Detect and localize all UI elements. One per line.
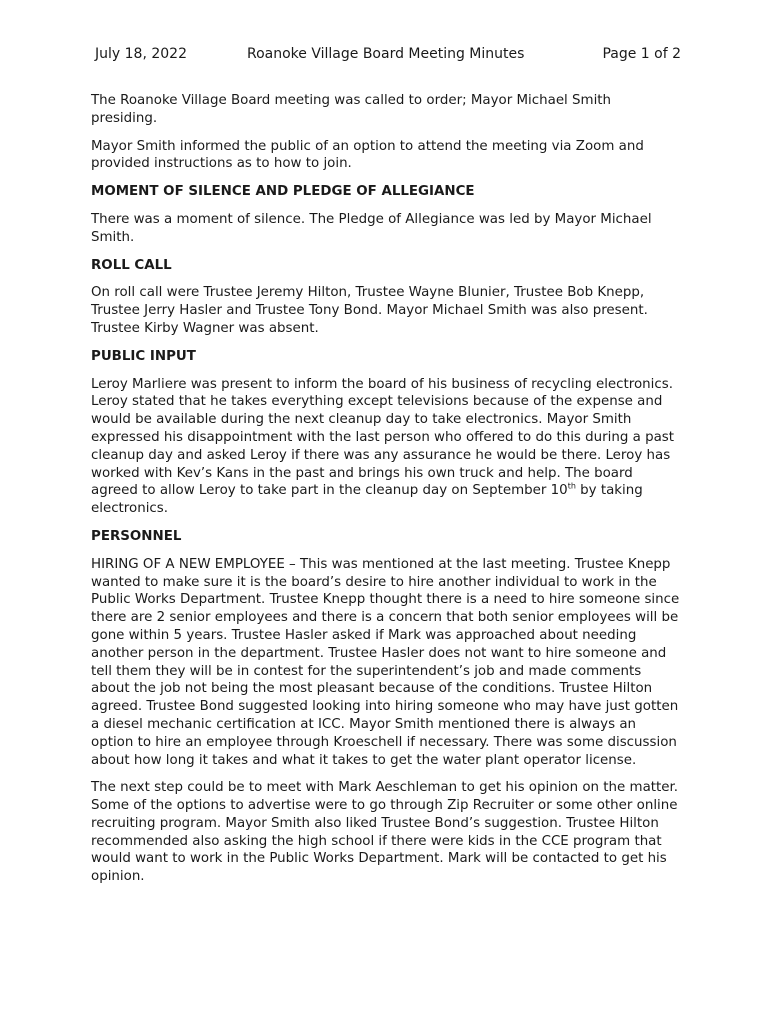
- header-page-number: Page 1 of 2: [602, 46, 681, 62]
- personnel-heading: PERSONNEL: [91, 528, 182, 544]
- silence-paragraph: There was a moment of silence. The Pledge of Allegiance was led by Mayor Michael Smith.: [91, 211, 652, 245]
- roll-call-paragraph: On roll call were Trustee Jeremy Hilton, Trustee Wayne Blunier, Trustee Bob Knepp, Trustee Jerry Hasler and Trustee Tony Bond. Mayor Michael Smith was also present. Trustee Kirby Wagner was absent.: [91, 285, 648, 336]
- personnel-paragraph-2: The next step could be to meet with Mark Aeschleman to get his opinion on the matter. Some of the options to advertise were to go through Zip Recruiter or some other online recruiting program. Mayor Smith also liked Trustee Bond’s suggestion. Trustee Hilton recommended also asking the high school if there were kids in the CCE program that would want to work in the Public Works Department. Mark will be contacted to get his opinion.: [91, 780, 679, 885]
- roll-call-heading: ROLL CALL: [91, 257, 172, 273]
- silence-heading: MOMENT OF SILENCE AND PLEDGE OF ALLEGIANCE: [91, 184, 475, 200]
- public-input-text: Leroy Marliere was present to inform the board of his business of recycling electronics. Leroy stated that he takes everything except televisions because of the expense and would be available during the next cleanup day to take electronics. Mayor Smith expressed his disappointment with the last person who offered to do this during a past cleanup day and asked Leroy if there was any assurance he would be there. Leroy has worked with Kev’s Kans in the past and brings his own truck and help. The board agreed to allow Leroy to take part in the cleanup day on September 10: [91, 376, 674, 499]
- public-input-heading: PUBLIC INPUT: [91, 348, 196, 364]
- header-title: Roanoke Village Board Meeting Minutes: [247, 46, 525, 62]
- zoom-info-paragraph: Mayor Smith informed the public of an option to attend the meeting via Zoom and provided instructions as to how to join.: [91, 138, 644, 172]
- public-input-text-end: by taking electronics.: [91, 483, 643, 517]
- page-header: [91, 44, 681, 66]
- header-date: July 18, 2022: [95, 46, 187, 62]
- personnel-paragraph-1: HIRING OF A NEW EMPLOYEE – This was mentioned at the last meeting. Trustee Knepp wanted to make sure it is the board’s desire to hire another individual to work in the Public Works Department. Trustee Knepp thought there is a need to hire someone since there are 2 senior employees and there is a concern that both senior employees will be gone within 5 years. Trustee Hasler asked if Mark was approached about needing another person in the department. Trustee Hasler does not want to hire someone and tell them they will be in contest for the superintendent’s job and made comments about the job not being the most pleasant because of the conditions. Trustee Hilton agreed. Trustee Bond suggested looking into hiring someone who may have just gotten a diesel mechanic certification at ICC. Mayor Smith mentioned there is always an option to hire an employee through Kroeschell if necessary. There was some discussion about how long it takes and what it takes to get the water plant operator license.: [91, 556, 680, 768]
- ordinal-suffix: th: [567, 481, 576, 491]
- public-input-paragraph: [91, 376, 681, 518]
- call-to-order-paragraph: The Roanoke Village Board meeting was called to order; Mayor Michael Smith presiding.: [91, 93, 612, 126]
- document-page: [91, 44, 681, 896]
